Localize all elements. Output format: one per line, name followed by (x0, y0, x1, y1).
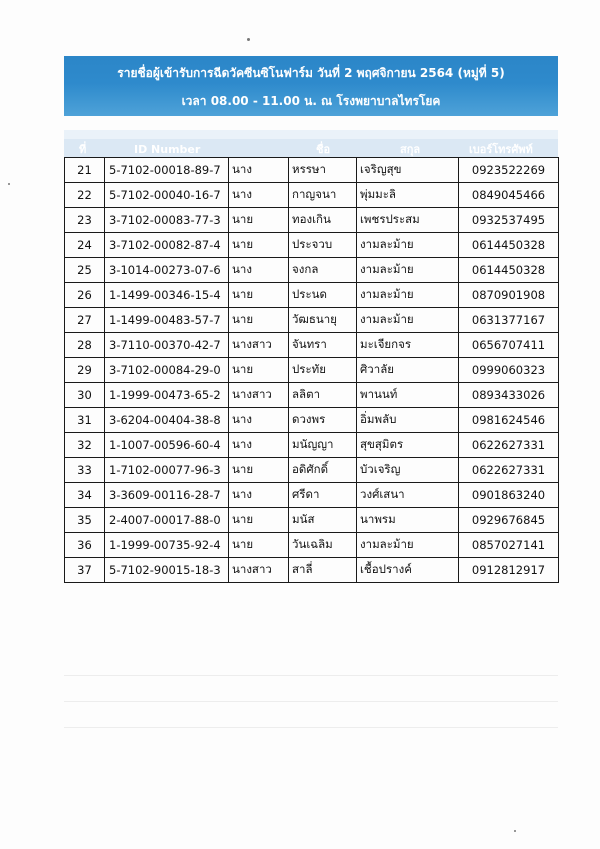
cell-phone: 0912812917 (459, 558, 559, 583)
table-row (65, 358, 559, 383)
cell-id-number: 3-1014-00273-07-6 (105, 258, 229, 283)
header-last-name: สกุล (400, 143, 421, 156)
roster-body (65, 158, 559, 583)
cell-phone: 0656707411 (459, 333, 559, 358)
cell-first-name: จันทรา (289, 333, 357, 358)
cell-phone: 0622627331 (459, 458, 559, 483)
cell-id-number: 3-7110-00370-42-7 (105, 333, 229, 358)
table-header (64, 130, 558, 157)
cell-first-name: ประทัย (289, 358, 357, 383)
cell-id-number: 3-7102-00083-77-3 (105, 208, 229, 233)
header-id-number: ID Number (134, 143, 201, 156)
bleed-through-rows (64, 650, 558, 730)
cell-id-number: 1-1999-00735-92-4 (105, 533, 229, 558)
cell-title: นาย (229, 283, 289, 308)
cell-first-name: หรรษา (289, 158, 357, 183)
cell-last-name: มะเจียกจร (357, 333, 459, 358)
cell-id-number: 5-7102-00018-89-7 (105, 158, 229, 183)
cell-last-name: งามละม้าย (357, 233, 459, 258)
cell-first-name: อดิศักดิ์ (289, 458, 357, 483)
table-row (65, 233, 559, 258)
cell-last-name: งามละม้าย (357, 308, 459, 333)
cell-phone: 0923522269 (459, 158, 559, 183)
cell-last-name: อิ่มพลับ (357, 408, 459, 433)
table-row (65, 508, 559, 533)
cell-id-number: 5-7102-90015-18-3 (105, 558, 229, 583)
cell-title: นางสาว (229, 558, 289, 583)
cell-first-name: ประนด (289, 283, 357, 308)
cell-phone: 0631377167 (459, 308, 559, 333)
cell-no: 28 (65, 333, 105, 358)
cell-last-name: งามละม้าย (357, 533, 459, 558)
cell-id-number: 1-1499-00346-15-4 (105, 283, 229, 308)
cell-first-name: กาญจนา (289, 183, 357, 208)
header-phone: เบอร์โทรศัพท์ (469, 143, 533, 156)
table-row (65, 558, 559, 583)
cell-last-name: วงศ์เสนา (357, 483, 459, 508)
cell-first-name: ลลิตา (289, 383, 357, 408)
cell-no: 31 (65, 408, 105, 433)
header-first-name: ชื่อ (316, 143, 331, 156)
cell-first-name: สาลี่ (289, 558, 357, 583)
cell-phone: 0932537495 (459, 208, 559, 233)
title-line-2: เวลา 08.00 - 11.00 น. ณ โรงพยาบาลไทรโยค (181, 94, 441, 108)
table-row (65, 283, 559, 308)
cell-title: นาย (229, 358, 289, 383)
cell-no: 21 (65, 158, 105, 183)
header-band-highlight (64, 130, 558, 139)
cell-phone: 0857027141 (459, 533, 559, 558)
cell-phone: 0622627331 (459, 433, 559, 458)
cell-no: 35 (65, 508, 105, 533)
cell-last-name: พานนท์ (357, 383, 459, 408)
cell-last-name: เชื้อปรางค์ (357, 558, 459, 583)
cell-id-number: 3-7102-00084-29-0 (105, 358, 229, 383)
table-row (65, 458, 559, 483)
cell-no: 25 (65, 258, 105, 283)
cell-last-name: งามละม้าย (357, 283, 459, 308)
scan-speck (8, 183, 10, 185)
cell-phone: 0981624546 (459, 408, 559, 433)
cell-no: 32 (65, 433, 105, 458)
cell-no: 23 (65, 208, 105, 233)
table-row (65, 408, 559, 433)
cell-first-name: วัฒธนายุ (289, 308, 357, 333)
cell-phone: 0893433026 (459, 383, 559, 408)
cell-phone: 0614450328 (459, 233, 559, 258)
cell-title: นาง (229, 433, 289, 458)
cell-last-name: เพชรประสม (357, 208, 459, 233)
cell-phone: 0849045466 (459, 183, 559, 208)
cell-phone: 0999060323 (459, 358, 559, 383)
cell-last-name: นาพรม (357, 508, 459, 533)
cell-phone: 0901863240 (459, 483, 559, 508)
cell-phone: 0870901908 (459, 283, 559, 308)
cell-phone: 0929676845 (459, 508, 559, 533)
table-row (65, 208, 559, 233)
cell-first-name: มนัส (289, 508, 357, 533)
table-row (65, 308, 559, 333)
cell-first-name: ทองเกิน (289, 208, 357, 233)
cell-title: นาย (229, 208, 289, 233)
cell-first-name: วันเฉลิม (289, 533, 357, 558)
table-row (65, 433, 559, 458)
table-row (65, 483, 559, 508)
cell-id-number: 1-1499-00483-57-7 (105, 308, 229, 333)
cell-last-name: สุขสุมิตร (357, 433, 459, 458)
table-row (65, 258, 559, 283)
cell-no: 36 (65, 533, 105, 558)
scan-speck (514, 830, 516, 832)
table-row (65, 533, 559, 558)
cell-no: 33 (65, 458, 105, 483)
cell-title: นาง (229, 258, 289, 283)
cell-id-number: 1-7102-00077-96-3 (105, 458, 229, 483)
title-line-1: รายชื่อผู้เข้ารับการฉีดวัคซีนซิโนฟาร์ม วันที่ 2 พฤศจิกายน 2564 (หมู่ที่ 5) (117, 66, 505, 80)
cell-no: 34 (65, 483, 105, 508)
cell-title: นาย (229, 458, 289, 483)
cell-id-number: 3-6204-00404-38-8 (105, 408, 229, 433)
cell-id-number: 1-1999-00473-65-2 (105, 383, 229, 408)
table-row (65, 383, 559, 408)
cell-id-number: 5-7102-00040-16-7 (105, 183, 229, 208)
cell-first-name: ประจวบ (289, 233, 357, 258)
cell-title: นาย (229, 533, 289, 558)
cell-last-name: พุ่มมะลิ (357, 183, 459, 208)
cell-phone: 0614450328 (459, 258, 559, 283)
cell-no: 30 (65, 383, 105, 408)
cell-last-name: เจริญสุข (357, 158, 459, 183)
cell-title: นาย (229, 233, 289, 258)
scan-speck (247, 38, 250, 41)
cell-no: 24 (65, 233, 105, 258)
cell-no: 22 (65, 183, 105, 208)
roster-table (64, 157, 559, 583)
cell-id-number: 2-4007-00017-88-0 (105, 508, 229, 533)
cell-title: นางสาว (229, 383, 289, 408)
cell-title: นางสาว (229, 333, 289, 358)
cell-id-number: 3-3609-00116-28-7 (105, 483, 229, 508)
cell-title: นาง (229, 158, 289, 183)
cell-title: นาง (229, 483, 289, 508)
cell-first-name: ดวงพร (289, 408, 357, 433)
cell-id-number: 1-1007-00596-60-4 (105, 433, 229, 458)
cell-last-name: งามละม้าย (357, 258, 459, 283)
cell-no: 37 (65, 558, 105, 583)
cell-no: 27 (65, 308, 105, 333)
cell-first-name: มนัญญา (289, 433, 357, 458)
cell-no: 29 (65, 358, 105, 383)
table-row (65, 333, 559, 358)
cell-first-name: จงกล (289, 258, 357, 283)
cell-title: นาง (229, 408, 289, 433)
cell-last-name: บัวเจริญ (357, 458, 459, 483)
cell-title: นาง (229, 183, 289, 208)
cell-no: 26 (65, 283, 105, 308)
table-row (65, 183, 559, 208)
title-banner (64, 56, 558, 116)
cell-last-name: ศิวาลัย (357, 358, 459, 383)
cell-id-number: 3-7102-00082-87-4 (105, 233, 229, 258)
header-no: ที่ (79, 143, 87, 156)
cell-title: นาย (229, 308, 289, 333)
cell-first-name: ศรีดา (289, 483, 357, 508)
table-row (65, 158, 559, 183)
cell-title: นาย (229, 508, 289, 533)
